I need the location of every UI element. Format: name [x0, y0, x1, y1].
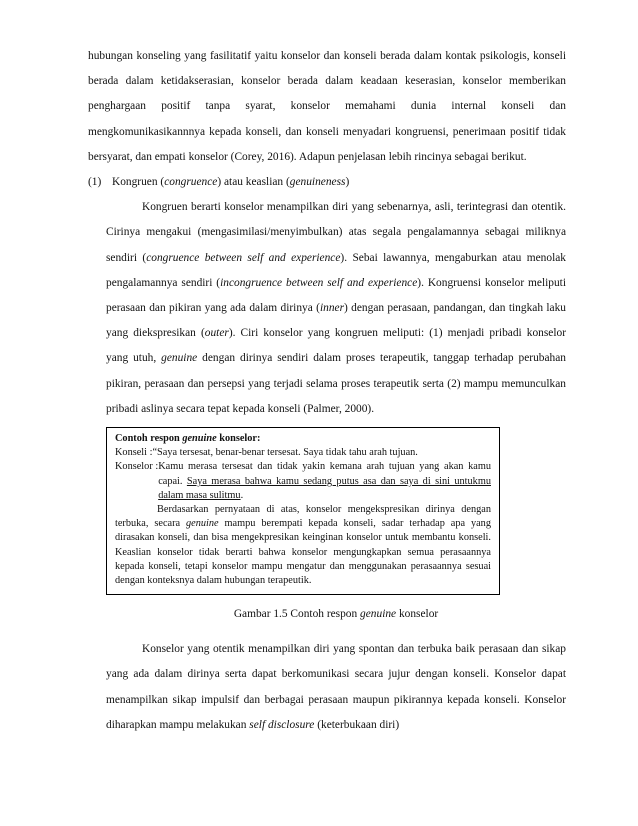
dialogue-line-konselor	[115, 460, 491, 503]
box-title-text-1: Contoh respon	[115, 433, 183, 445]
heading-text-2: ) atau keaslian (	[217, 176, 290, 189]
box-explanation	[115, 503, 491, 588]
box-title-italic: genuine	[182, 433, 217, 445]
kongruen-text-4: ) dengan perasaan, pandangan, dan tingkah laku yang diekspresikan (	[106, 302, 567, 340]
otentik-italic-1: self disclosure	[249, 718, 315, 731]
box-title-text-2: konselor:	[216, 433, 261, 445]
caption-text-1: Gambar 1.5 Contoh respon	[233, 608, 361, 621]
otentik-text-1: Konselor yang otentik menampilkan diri yang spontan dan terbuka baik perasaan dan sikap yang ada dalam dirinya serta dapat berkomunikasi secara jujur dengan konseli. Konselor dapat menampilkan sikap impulsif dan berbagai perasaan maupun pikirannya kepada konseli. Konselor diharapkan mampu melakukan	[106, 643, 566, 731]
konselor-statement-text: Kamu merasa tersesat dan tidak yakin kemana arah tujuan yang akan kamu capai.	[158, 461, 491, 487]
konseli-statement: “Saya tersesat, benar-benar tersesat. Saya tidak tahu arah tujuan.	[152, 447, 418, 459]
kongruen-text-3: ). Kongruensi konselor meliputi perasaan dan pikiran yang ada dalam dirinya (	[106, 276, 566, 315]
box-explanation-text-2: mampu berempati kepada konseli, sadar terhadap apa yang dirasakan konseli, dan bisa mengekpresikan keinginan konselor untuk membantu konseli. Keaslian konselor tidak berarti bahwa konselor mengungkapkan semua perasaannya kepada konseli, tetapi konselor mampu mengatur dan menggunakan perasaannya sesuai dengan konteksnya dalam hubungan terapeutik.	[115, 518, 491, 587]
caption-italic: genuine	[360, 608, 397, 621]
speaker-konseli: Konseli :	[115, 447, 153, 459]
kongruen-paragraph	[106, 195, 566, 422]
box-explanation-text-1: Berdasarkan pernyataan di atas, konselor mengekspresikan dirinya dengan terbuka, secara	[115, 504, 491, 530]
example-box	[106, 427, 500, 595]
kongruen-text-5: ). Ciri konselor yang kongruen meliputi: (1) menjadi pribadi konselor yang utuh,	[106, 327, 566, 365]
konselor-statement-end: .	[240, 489, 244, 501]
kongruen-italic-5: genuine	[161, 352, 198, 365]
section-number: (1)	[88, 176, 102, 189]
dialogue-line-konseli	[115, 446, 491, 460]
section-heading	[88, 170, 566, 195]
heading-italic-1: congruence	[164, 176, 218, 189]
kongruen-italic-1: congruence between self and experience	[146, 251, 341, 264]
kongruen-italic-3: inner	[319, 302, 345, 315]
caption-text-2: konselor	[396, 608, 439, 621]
kongruen-text-1: Kongruen berarti konselor menampilkan diri yang sebenarnya, asli, terintegrasi dan otentik. Cirinya mengakui (mengasimilasi/menyimbulkan) atas segala pengalamannya sebagai miliknya sendiri (	[106, 201, 566, 264]
kongruen-text-2: ). Sebai lawannya, mengaburkan atau menolak pengalamannya sendiri (	[106, 251, 566, 289]
kongruen-text-6: dengan dirinya sendiri dalam proses terapeutik, tanggap terhadap perubahan pikiran, perasaan dan persepsi yang terjadi selama proses terapeutik serta (2) mampu memunculkan pribadi aslinya secara tepat kepada konseli (Palmer, 2000).	[106, 352, 566, 415]
kongruen-italic-2: incongruence between self and experience	[220, 276, 418, 289]
heading-text-3: )	[345, 176, 350, 189]
otentik-paragraph	[106, 637, 566, 738]
intro-paragraph: hubungan konseling yang fasilitatif yaitu konselor dan konseli berada dalam kontak psikologis, konseli berada dalam ketidakserasian, konselor berada dalam keadaan keserasian, konselor memberikan penghargaan positif tanpa syarat, konselor memahami dunia internal konseli dan mengkomunikasikannnya kepada konseli, dan konseli menyadari kongruensi, penerimaan positif tidak bersyarat, dan empati konselor (Corey, 2016). Adapun penjelasan lebih rincinya sebagai berikut.	[88, 50, 566, 163]
konselor-statement	[158, 460, 491, 503]
speaker-konselor: Konselor :	[115, 461, 159, 473]
heading-text-1: Kongruen (	[112, 176, 165, 189]
heading-italic-2: genuineness	[289, 176, 346, 189]
figure-caption	[88, 605, 566, 623]
konselor-statement-underlined: Saya merasa bahwa kamu sedang putus asa dan saya di sini untukmu dalam masa sulitmu	[158, 475, 491, 501]
box-explanation-italic: genuine	[186, 518, 219, 530]
document-page	[88, 44, 566, 738]
kongruen-italic-4: outer	[204, 327, 229, 340]
box-title	[115, 432, 491, 446]
otentik-text-2: (keterbukaan diri)	[314, 718, 400, 731]
